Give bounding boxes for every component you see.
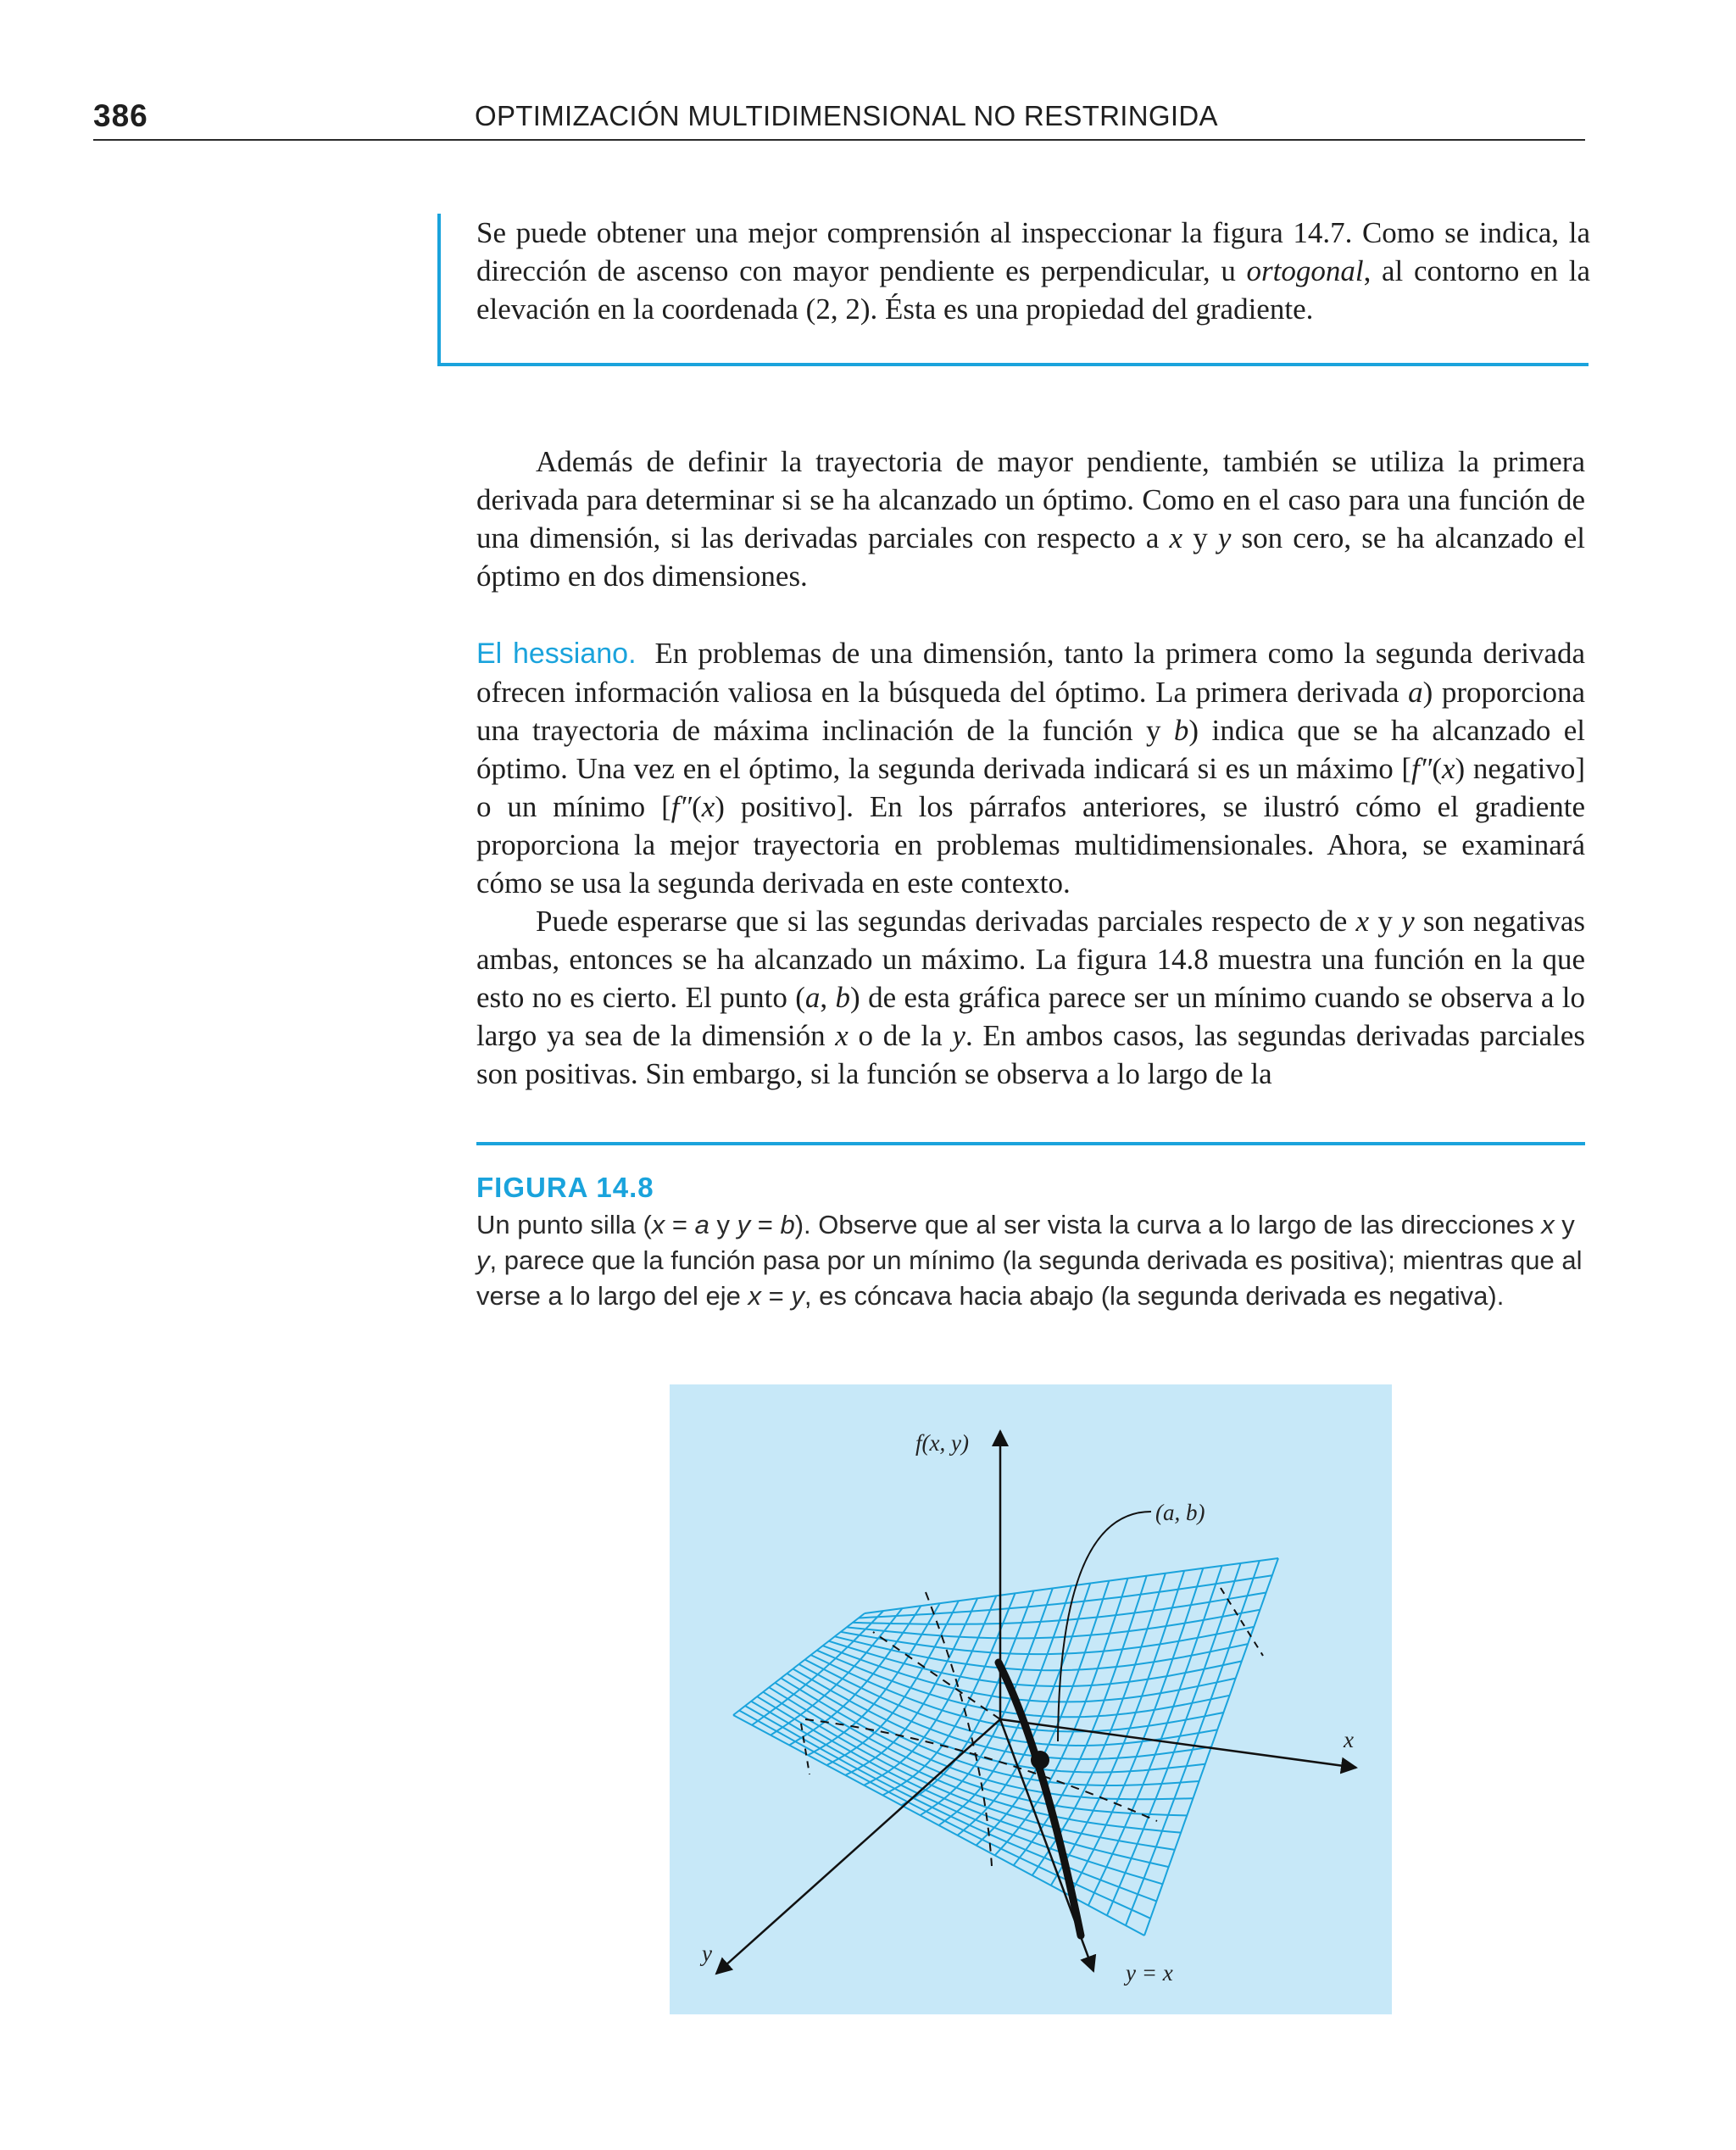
math-var: x [748,1281,762,1311]
text-run: Puede esperarse que si las segundas derivadas parciales respecto de [536,905,1356,938]
mesh-line-u12 [805,1660,1218,1746]
math-var: x [1169,521,1183,554]
caption-run: , es cóncava hacia abajo (la segunda derivada es negativa). [804,1281,1505,1311]
mesh-line-v12 [958,1584,1091,1835]
axis-y [716,1719,1000,1974]
text-run: ( [1432,752,1442,785]
saddle-surface-diagram [670,1384,1392,2014]
mesh-line-u18 [841,1627,1255,1654]
paragraph-hessian-intro [476,634,1585,902]
figure-caption [476,1207,1587,1314]
math-var: y [791,1281,804,1311]
text-run: ( [692,790,702,823]
math-var: a [694,1210,709,1239]
figure-divider [476,1142,1585,1145]
math-var: f″ [670,790,693,823]
math-var: x [1355,905,1370,938]
page-header [93,95,1585,141]
mesh-line-v22 [1144,1558,1278,1936]
math-var: y [1217,521,1232,554]
caption-run: = [750,1210,781,1239]
caption-run: = [761,1281,792,1311]
axis-f-label: f(x, y) [915,1430,969,1456]
point-ab-label: (a, b) [1155,1500,1205,1525]
text-run: Además de definir la trayectoria de mayor pendiente, también se utiliza la primera derivada para determinar si se ha alcanzado un óptimo. Como en el caso para una función de una dimensión, si las derivadas parciales con respecto a [476,445,1585,554]
math-var: a [804,981,821,1014]
text-run: y [1182,521,1218,554]
math-var: b [780,1210,795,1239]
callout-italic-term: ortogonal [1246,254,1364,287]
callout-text-part: , al contorno en la elevación en la coordenada (2, 2). Ésta es una propiedad del gradiente. [476,254,1590,326]
callout-text-part: Se puede obtener una mejor comprensión al inspeccionar la figura 14.7. Como se indica, la dirección de ascenso con mayor pendiente es perpendicular, u [476,216,1590,287]
caption-run: y [1554,1210,1575,1239]
saddle-point-marker [1031,1751,1049,1769]
mesh-line-v21 [1126,1561,1260,1925]
page-number: 386 [93,98,148,133]
caption-run: Un punto silla ( [476,1210,652,1239]
math-var: x [1541,1210,1555,1239]
math-var: x [1441,752,1455,785]
caption-run: y [709,1210,737,1239]
callout-text [476,214,1590,328]
callout-box [437,214,1589,366]
caption-run: = [665,1210,695,1239]
text-run: , [820,981,836,1014]
text-run: o de la [848,1019,953,1052]
axes [716,1431,1356,1974]
text-run: ) positivo]. En los párrafos anteriores, se ilustró cómo el gradiente proporciona la mejor trayectoria en problemas multidimensionales. Ahora, se examinará cómo se usa la segunda derivada en este contexto. [476,790,1586,900]
caption-run: ). Observe que al ser vista la curva a lo largo de las direcciones [794,1210,1542,1239]
math-var: x [701,790,715,823]
math-var: y [737,1210,751,1239]
text-run: son cero, se ha alcanzado el óptimo en dos dimensiones. [476,521,1585,593]
math-var: x [651,1210,665,1239]
axis-x [1000,1719,1356,1768]
axis-y-label: y [702,1941,712,1966]
paragraph-first-derivative [476,443,1585,595]
text-run: ) de esta gráfica parece ser un mínimo cuando se observa a lo largo ya sea de la dimensión [476,981,1585,1052]
mesh-line-v20 [1107,1563,1241,1915]
text-run: ) proporciona una trayectoria de máxima inclinación de la función y [476,676,1586,747]
text-run: ) negativo] o un mínimo [ [476,752,1586,823]
run-in-heading: El hessiano. [476,638,637,670]
section-hessian [476,634,1585,1093]
mesh-line-u16 [829,1641,1242,1686]
text-run: ) indica que se ha alcanzado el óptimo. Una vez en el óptimo, la segunda derivada indicará si es un máximo [ [476,714,1585,785]
text-run: son negativas ambas, entonces se ha alcanzado un máximo. La figura 14.8 muestra una función en la que esto no es cierto. El punto ( [476,905,1585,1014]
paragraph-saddle [476,902,1585,1093]
running-head: OPTIMIZACIÓN MULTIDIMENSIONAL NO RESTRINGIDA [475,100,1218,131]
mesh-line-u3 [751,1702,1162,1885]
text-run: En problemas de una dimensión, tanto la primera como la segunda derivada ofrecen información valiosa en la búsqueda del óptimo. La primera derivada [476,637,1585,709]
math-var: f″ [1411,752,1433,785]
caption-run: , parece que la función pasa por un mínimo (la segunda derivada es positiva); mientras que al verse a lo largo del eje [476,1245,1583,1311]
math-var: y [952,1019,965,1052]
math-var: x [835,1019,849,1052]
math-var: b [835,981,851,1014]
dashed-curve-y [926,1592,992,1866]
axis-x-label: x [1344,1727,1354,1752]
text-run: . En ambos casos, las segundas derivadas parciales son positivas. Sin embargo, si la función se observa a lo largo de la [476,1019,1585,1090]
saddle-point-figure [670,1384,1392,2014]
math-var: y [476,1245,490,1275]
axis-yx-label: y = x [1126,1960,1173,1986]
figure-label: FIGURA 14.8 [476,1172,654,1203]
math-var: a [1408,676,1423,709]
text-run: y [1369,905,1402,938]
math-var: b [1173,714,1189,747]
mesh-line-u21 [859,1575,1272,1618]
math-var: y [1401,905,1415,938]
